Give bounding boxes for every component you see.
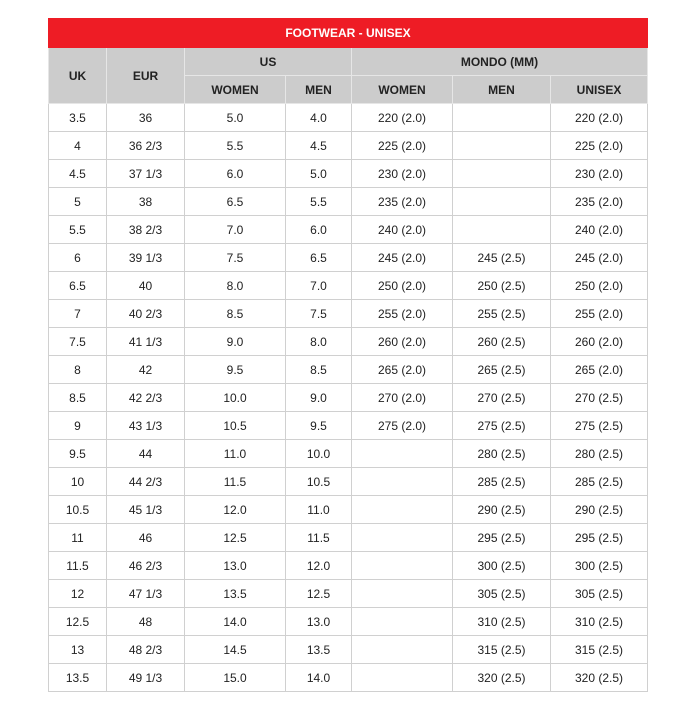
header-us: US	[185, 48, 352, 76]
mondo-unisex-cell: 250 (2.0)	[551, 272, 648, 300]
mondo-women-cell: 245 (2.0)	[352, 244, 453, 272]
uk-cell: 12.5	[49, 608, 107, 636]
mondo-unisex-cell: 230 (2.0)	[551, 160, 648, 188]
mondo-women-cell	[352, 580, 453, 608]
uk-cell: 8.5	[49, 384, 107, 412]
table-row	[49, 356, 648, 384]
eur-cell: 49 1/3	[107, 664, 185, 692]
us-men-cell: 4.0	[286, 104, 352, 132]
us-men-cell: 11.0	[286, 496, 352, 524]
table-row	[49, 328, 648, 356]
mondo-women-cell: 260 (2.0)	[352, 328, 453, 356]
uk-cell: 13	[49, 636, 107, 664]
header-us-women: WOMEN	[185, 76, 286, 104]
table-row	[49, 552, 648, 580]
mondo-unisex-cell: 300 (2.5)	[551, 552, 648, 580]
eur-cell: 39 1/3	[107, 244, 185, 272]
eur-cell: 47 1/3	[107, 580, 185, 608]
uk-cell: 12	[49, 580, 107, 608]
us-men-cell: 12.5	[286, 580, 352, 608]
mondo-women-cell	[352, 468, 453, 496]
eur-cell: 45 1/3	[107, 496, 185, 524]
header-uk: UK	[49, 48, 107, 104]
table-row	[49, 412, 648, 440]
mondo-unisex-cell: 305 (2.5)	[551, 580, 648, 608]
mondo-men-cell	[453, 104, 551, 132]
table-row	[49, 664, 648, 692]
mondo-women-cell: 275 (2.0)	[352, 412, 453, 440]
mondo-women-cell	[352, 552, 453, 580]
mondo-women-cell	[352, 496, 453, 524]
us-men-cell: 7.0	[286, 272, 352, 300]
us-women-cell: 8.5	[185, 300, 286, 328]
us-women-cell: 6.5	[185, 188, 286, 216]
header-mondo-men: MEN	[453, 76, 551, 104]
us-men-cell: 13.0	[286, 608, 352, 636]
mondo-men-cell: 290 (2.5)	[453, 496, 551, 524]
mondo-men-cell: 315 (2.5)	[453, 636, 551, 664]
eur-cell: 44	[107, 440, 185, 468]
table-row	[49, 440, 648, 468]
size-rows	[49, 104, 648, 692]
header-mondo: MONDO (MM)	[352, 48, 648, 76]
us-women-cell: 6.0	[185, 160, 286, 188]
us-women-cell: 13.0	[185, 552, 286, 580]
table-row	[49, 132, 648, 160]
mondo-women-cell: 235 (2.0)	[352, 188, 453, 216]
header-mondo-women: WOMEN	[352, 76, 453, 104]
mondo-men-cell: 310 (2.5)	[453, 608, 551, 636]
mondo-unisex-cell: 240 (2.0)	[551, 216, 648, 244]
mondo-men-cell: 245 (2.5)	[453, 244, 551, 272]
mondo-men-cell: 305 (2.5)	[453, 580, 551, 608]
table-row	[49, 300, 648, 328]
mondo-unisex-cell: 320 (2.5)	[551, 664, 648, 692]
us-women-cell: 10.0	[185, 384, 286, 412]
us-women-cell: 5.5	[185, 132, 286, 160]
table-row	[49, 160, 648, 188]
us-women-cell: 15.0	[185, 664, 286, 692]
mondo-unisex-cell: 315 (2.5)	[551, 636, 648, 664]
mondo-men-cell: 280 (2.5)	[453, 440, 551, 468]
uk-cell: 6.5	[49, 272, 107, 300]
us-men-cell: 5.0	[286, 160, 352, 188]
uk-cell: 4.5	[49, 160, 107, 188]
mondo-men-cell	[453, 188, 551, 216]
table-row	[49, 216, 648, 244]
size-chart	[48, 18, 647, 692]
mondo-unisex-cell: 285 (2.5)	[551, 468, 648, 496]
table-row	[49, 496, 648, 524]
mondo-unisex-cell: 290 (2.5)	[551, 496, 648, 524]
us-women-cell: 9.0	[185, 328, 286, 356]
us-men-cell: 8.5	[286, 356, 352, 384]
mondo-women-cell: 240 (2.0)	[352, 216, 453, 244]
table-row	[49, 384, 648, 412]
mondo-women-cell: 220 (2.0)	[352, 104, 453, 132]
table-row	[49, 244, 648, 272]
mondo-unisex-cell: 260 (2.0)	[551, 328, 648, 356]
mondo-unisex-cell: 295 (2.5)	[551, 524, 648, 552]
mondo-women-cell: 250 (2.0)	[352, 272, 453, 300]
us-men-cell: 11.5	[286, 524, 352, 552]
us-women-cell: 11.5	[185, 468, 286, 496]
uk-cell: 6	[49, 244, 107, 272]
mondo-men-cell	[453, 216, 551, 244]
us-men-cell: 4.5	[286, 132, 352, 160]
us-women-cell: 14.0	[185, 608, 286, 636]
eur-cell: 40 2/3	[107, 300, 185, 328]
us-men-cell: 6.0	[286, 216, 352, 244]
table-row	[49, 188, 648, 216]
uk-cell: 5.5	[49, 216, 107, 244]
mondo-men-cell: 255 (2.5)	[453, 300, 551, 328]
uk-cell: 13.5	[49, 664, 107, 692]
eur-cell: 42 2/3	[107, 384, 185, 412]
us-men-cell: 12.0	[286, 552, 352, 580]
us-women-cell: 12.5	[185, 524, 286, 552]
mondo-men-cell: 295 (2.5)	[453, 524, 551, 552]
mondo-men-cell	[453, 160, 551, 188]
mondo-unisex-cell: 235 (2.0)	[551, 188, 648, 216]
mondo-women-cell	[352, 608, 453, 636]
uk-cell: 11.5	[49, 552, 107, 580]
us-women-cell: 7.5	[185, 244, 286, 272]
mondo-men-cell: 250 (2.5)	[453, 272, 551, 300]
us-women-cell: 9.5	[185, 356, 286, 384]
us-men-cell: 9.0	[286, 384, 352, 412]
mondo-unisex-cell: 225 (2.0)	[551, 132, 648, 160]
footwear-size-table	[48, 18, 648, 692]
eur-cell: 41 1/3	[107, 328, 185, 356]
eur-cell: 46 2/3	[107, 552, 185, 580]
mondo-men-cell: 285 (2.5)	[453, 468, 551, 496]
us-men-cell: 13.5	[286, 636, 352, 664]
mondo-women-cell	[352, 440, 453, 468]
table-row	[49, 272, 648, 300]
mondo-women-cell: 255 (2.0)	[352, 300, 453, 328]
us-men-cell: 7.5	[286, 300, 352, 328]
mondo-unisex-cell: 265 (2.0)	[551, 356, 648, 384]
mondo-women-cell: 230 (2.0)	[352, 160, 453, 188]
us-men-cell: 8.0	[286, 328, 352, 356]
uk-cell: 7.5	[49, 328, 107, 356]
uk-cell: 7	[49, 300, 107, 328]
eur-cell: 44 2/3	[107, 468, 185, 496]
eur-cell: 36 2/3	[107, 132, 185, 160]
mondo-women-cell: 225 (2.0)	[352, 132, 453, 160]
eur-cell: 37 1/3	[107, 160, 185, 188]
uk-cell: 9	[49, 412, 107, 440]
eur-cell: 40	[107, 272, 185, 300]
us-men-cell: 5.5	[286, 188, 352, 216]
eur-cell: 42	[107, 356, 185, 384]
eur-cell: 48	[107, 608, 185, 636]
table-row	[49, 524, 648, 552]
us-women-cell: 10.5	[185, 412, 286, 440]
table-title: FOOTWEAR - UNISEX	[49, 19, 648, 48]
us-women-cell: 14.5	[185, 636, 286, 664]
uk-cell: 4	[49, 132, 107, 160]
mondo-men-cell: 260 (2.5)	[453, 328, 551, 356]
mondo-unisex-cell: 280 (2.5)	[551, 440, 648, 468]
mondo-unisex-cell: 255 (2.0)	[551, 300, 648, 328]
header-mondo-unisex: UNISEX	[551, 76, 648, 104]
us-women-cell: 11.0	[185, 440, 286, 468]
table-row	[49, 468, 648, 496]
mondo-women-cell: 270 (2.0)	[352, 384, 453, 412]
mondo-unisex-cell: 275 (2.5)	[551, 412, 648, 440]
mondo-men-cell: 300 (2.5)	[453, 552, 551, 580]
table-row	[49, 104, 648, 132]
table-row	[49, 580, 648, 608]
uk-cell: 3.5	[49, 104, 107, 132]
uk-cell: 10	[49, 468, 107, 496]
uk-cell: 8	[49, 356, 107, 384]
eur-cell: 43 1/3	[107, 412, 185, 440]
mondo-unisex-cell: 220 (2.0)	[551, 104, 648, 132]
us-men-cell: 9.5	[286, 412, 352, 440]
uk-cell: 5	[49, 188, 107, 216]
us-men-cell: 10.5	[286, 468, 352, 496]
header-eur: EUR	[107, 48, 185, 104]
mondo-men-cell: 265 (2.5)	[453, 356, 551, 384]
mondo-unisex-cell: 270 (2.5)	[551, 384, 648, 412]
us-men-cell: 6.5	[286, 244, 352, 272]
us-women-cell: 7.0	[185, 216, 286, 244]
us-women-cell: 12.0	[185, 496, 286, 524]
uk-cell: 11	[49, 524, 107, 552]
table-row	[49, 636, 648, 664]
eur-cell: 38 2/3	[107, 216, 185, 244]
mondo-women-cell	[352, 636, 453, 664]
mondo-women-cell	[352, 524, 453, 552]
mondo-men-cell	[453, 132, 551, 160]
mondo-unisex-cell: 310 (2.5)	[551, 608, 648, 636]
us-men-cell: 14.0	[286, 664, 352, 692]
uk-cell: 9.5	[49, 440, 107, 468]
header-us-men: MEN	[286, 76, 352, 104]
us-women-cell: 13.5	[185, 580, 286, 608]
mondo-men-cell: 270 (2.5)	[453, 384, 551, 412]
mondo-unisex-cell: 245 (2.0)	[551, 244, 648, 272]
eur-cell: 38	[107, 188, 185, 216]
table-row	[49, 608, 648, 636]
mondo-men-cell: 320 (2.5)	[453, 664, 551, 692]
uk-cell: 10.5	[49, 496, 107, 524]
us-men-cell: 10.0	[286, 440, 352, 468]
eur-cell: 36	[107, 104, 185, 132]
us-women-cell: 8.0	[185, 272, 286, 300]
eur-cell: 48 2/3	[107, 636, 185, 664]
mondo-men-cell: 275 (2.5)	[453, 412, 551, 440]
eur-cell: 46	[107, 524, 185, 552]
mondo-women-cell	[352, 664, 453, 692]
mondo-women-cell: 265 (2.0)	[352, 356, 453, 384]
us-women-cell: 5.0	[185, 104, 286, 132]
